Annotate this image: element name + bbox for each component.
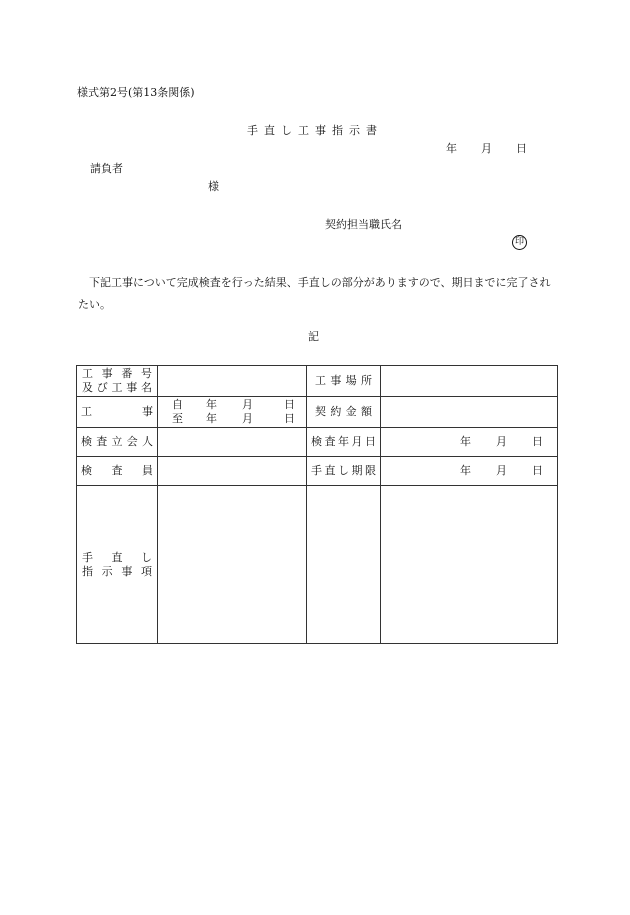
honorific: 様 xyxy=(208,180,219,193)
date-group xyxy=(385,464,543,478)
label-line: 及び工事名 xyxy=(82,381,152,394)
day-mark: 日 xyxy=(284,398,295,411)
seal-mark: 印 xyxy=(512,235,527,250)
instructions-label xyxy=(77,486,158,644)
inspector-field[interactable] xyxy=(158,457,307,486)
month-mark: 月 xyxy=(242,398,253,411)
day-mark: 日 xyxy=(532,464,543,477)
instructions-field-1[interactable] xyxy=(158,486,307,644)
location-field[interactable] xyxy=(381,366,558,397)
inspector-label xyxy=(77,457,158,486)
from-mark: 自 xyxy=(172,398,183,411)
day-mark: 日 xyxy=(284,412,295,425)
table-row xyxy=(77,397,558,428)
table-row xyxy=(77,366,558,397)
month-mark: 月 xyxy=(496,435,507,448)
deadline-field[interactable] xyxy=(381,457,558,486)
date-day: 日 xyxy=(516,142,527,155)
date-group xyxy=(385,435,543,449)
period-to-row xyxy=(172,412,296,426)
date-year: 年 xyxy=(446,142,457,155)
instruction-body-text: 下記工事について完成検査を行った結果、手直しの部分がありますので、期日までに完了されたい。 xyxy=(78,276,551,311)
year-mark: 年 xyxy=(206,412,217,425)
inspection-date-field[interactable] xyxy=(381,428,558,457)
table-row xyxy=(77,486,558,644)
period-from-row xyxy=(172,398,296,412)
document-title: 手直し工事指示書 xyxy=(247,124,383,137)
table-row xyxy=(77,457,558,486)
label-text: 工事場所 xyxy=(315,374,372,387)
project-number-name-label xyxy=(77,366,158,397)
day-mark: 日 xyxy=(532,435,543,448)
contract-amount-label xyxy=(307,397,381,428)
year-mark: 年 xyxy=(460,435,471,448)
label-text: 工事 xyxy=(81,405,153,418)
inspection-date-label xyxy=(307,428,381,457)
deadline-label xyxy=(307,457,381,486)
form-number: 様式第2号(第13条関係) xyxy=(77,86,195,99)
to-mark: 至 xyxy=(172,412,183,425)
instructions-field-3[interactable] xyxy=(381,486,558,644)
label-text: 契約金額 xyxy=(315,405,372,418)
construction-label xyxy=(77,397,158,428)
year-mark: 年 xyxy=(206,398,217,411)
ki-heading: 記 xyxy=(308,330,319,343)
location-label xyxy=(307,366,381,397)
construction-period-field[interactable] xyxy=(158,397,307,428)
official-name-label: 契約担当職氏名 xyxy=(325,218,402,231)
label-text: 検査年月日 xyxy=(311,435,376,448)
label-text: 検査員 xyxy=(81,464,153,477)
contractor-label: 請負者 xyxy=(90,162,123,175)
witness-field[interactable] xyxy=(158,428,307,457)
label-line: 指示事項 xyxy=(82,564,152,578)
contract-amount-field[interactable] xyxy=(381,397,558,428)
year-mark: 年 xyxy=(460,464,471,477)
instructions-field-2[interactable] xyxy=(307,486,381,644)
label-line: 工事番号 xyxy=(82,367,152,380)
label-text: 手直し期限 xyxy=(311,464,376,477)
witness-label xyxy=(77,428,158,457)
instruction-table xyxy=(76,365,558,644)
month-mark: 月 xyxy=(496,464,507,477)
label-text: 検査立会人 xyxy=(81,435,153,448)
label-line: 手直し xyxy=(82,550,152,564)
date-month: 月 xyxy=(481,142,492,155)
month-mark: 月 xyxy=(242,412,253,425)
table-row xyxy=(77,428,558,457)
project-number-name-field[interactable] xyxy=(158,366,307,397)
